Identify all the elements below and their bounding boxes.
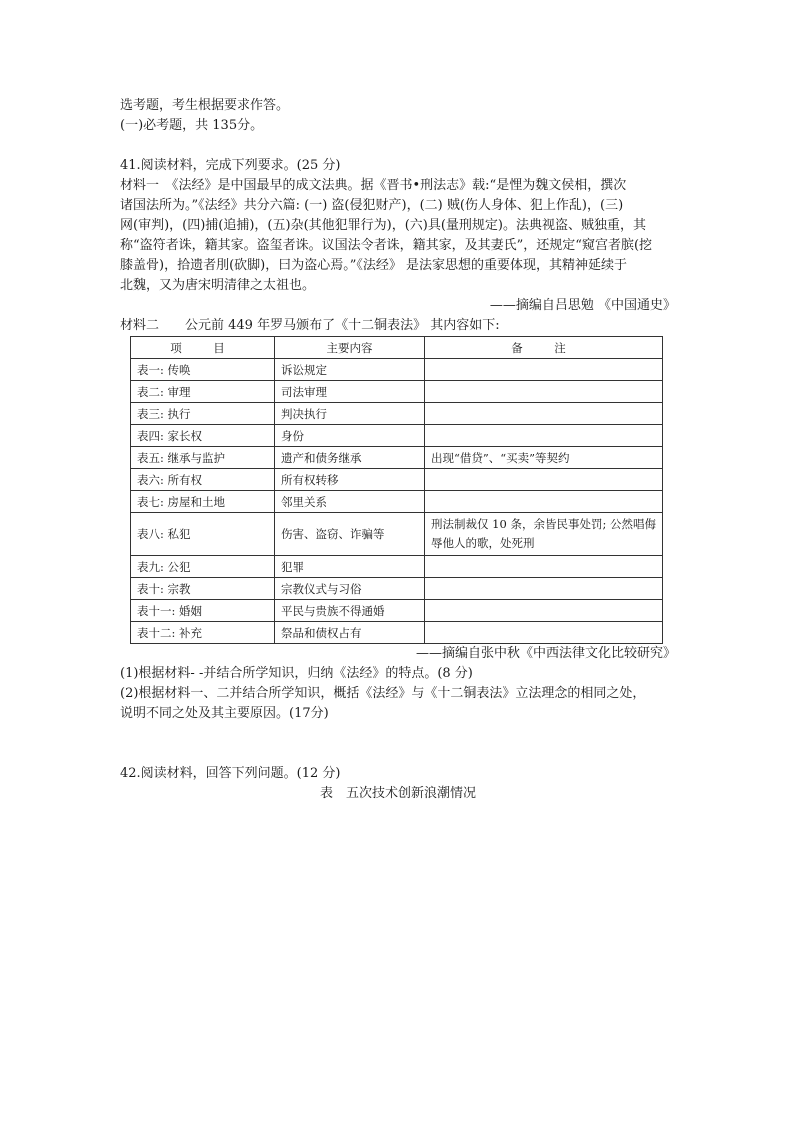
row-note [425,491,663,513]
table-row [131,425,663,447]
material-1-line: 网(审判)，(四)捕(追捕)，(五)杂(其他犯罪行为)，(六)具(量刑规定)。法典视盗、贼独重，其 [120,218,647,233]
row-item: 表十二: 补充 [131,622,275,644]
row-note [425,469,663,491]
table-row [131,381,663,403]
row-note [425,600,663,622]
material-1-line: 北魏，又为唐宋明清律之太祖也。 [120,278,316,293]
row-item: 表九: 公犯 [131,556,275,578]
row-content: 遗产和债务继承 [275,447,425,469]
twelve-tables-table [130,336,663,644]
q41-sub-question-1: (1)根据材料- -并结合所学知识，归纳《法经》的特点。(8 分) [120,666,473,681]
table-header-row [131,337,663,359]
row-content: 宗教仪式与习俗 [275,578,425,600]
row-note: 出现“借贷”、“买卖”等契约 [425,447,663,469]
header-note: 备 注 [425,337,663,359]
header-content: 主要内容 [275,337,425,359]
q42-table-caption: 表 五次技术创新浪潮情况 [319,786,476,801]
q41-sub-question-2-line: (2)根据材料一、二并结合所学知识，概括《法经》与《十二铜表法》立法理念的相同之处， [120,686,646,701]
row-note [425,556,663,578]
table-row [131,556,663,578]
row-content: 司法审理 [275,381,425,403]
row-item: 表四: 家长权 [131,425,275,447]
row-item: 表六: 所有权 [131,469,275,491]
spacer [120,136,676,156]
row-content: 诉讼规定 [275,359,425,381]
row-note [425,622,663,644]
table-row [131,403,663,425]
exam-page [120,96,676,804]
table-row [131,513,663,556]
row-item: 表十: 宗教 [131,578,275,600]
spacer [120,744,676,764]
q41-sub-question-2-line: 说明不同之处及其主要原因。(17分) [120,706,329,721]
source-citation-1: ——摘编自吕思勉 《中国通史》 [489,298,676,313]
material-1-line: 诸国法所为。”《法经》共分六篇: (一) 盗(侵犯财产)，(二) 贼(伤人身体、犯上作乱)，(三) [120,198,624,213]
row-note: 刑法制裁仅 10 条，余皆民事处罚; 公然唱侮辱他人的歌，处死刑 [425,513,663,556]
row-item: 表五: 继承与监护 [131,447,275,469]
row-item: 表一: 传唤 [131,359,275,381]
material-1-line: 称“盗符者诛，籍其家。盗玺者诛。议国法令者诛，籍其家，及其妻氏”，还规定“窥宫者膑(挖 [120,238,653,253]
material-1-line: 膝盖骨)，拾遗者刖(砍脚)，曰为盗心焉。”《法经》 是法家思想的重要体现，其精神延续于 [120,258,627,273]
row-item: 表十一: 婚姻 [131,600,275,622]
row-item: 表三: 执行 [131,403,275,425]
row-content: 平民与贵族不得通婚 [275,600,425,622]
table-row [131,578,663,600]
material-1-line: 材料一 《法经》是中国最早的成文法典。据《晋书•刑法志》载:“是悝为魏文侯相，撰次 [120,178,627,193]
row-content: 所有权转移 [275,469,425,491]
intro-line-1: 选考题，考生根据要求作答。 [120,98,290,113]
row-content: 身份 [275,425,425,447]
material-2-intro: 材料二 公元前 449 年罗马颁布了《十二铜表法》 其内容如下: [120,318,500,333]
row-content: 伤害、盗窃、诈骗等 [275,513,425,556]
q41-title: 41.阅读材料，完成下列要求。(25 分) [120,158,341,173]
row-content: 祭品和债权占有 [275,622,425,644]
row-content: 犯罪 [275,556,425,578]
material-1 [120,176,676,296]
table-row [131,469,663,491]
row-content: 判决执行 [275,403,425,425]
row-note [425,359,663,381]
row-note [425,425,663,447]
table-row [131,491,663,513]
source-citation-2: ——摘编自张中秋《中西法律文化比较研究》 [415,646,676,661]
table-row [131,359,663,381]
intro-line-2: (一)必考题，共 135分。 [120,118,264,133]
row-item: 表二: 审理 [131,381,275,403]
row-item: 表七: 房屋和土地 [131,491,275,513]
row-item: 表八: 私犯 [131,513,275,556]
q42-title: 42.阅读材料，回答下列问题。(12 分) [120,766,341,781]
row-note [425,403,663,425]
row-note [425,578,663,600]
spacer [120,724,676,744]
header-item: 项 目 [131,337,275,359]
table-row [131,447,663,469]
table-row [131,600,663,622]
row-content: 邻里关系 [275,491,425,513]
table-row [131,622,663,644]
row-note [425,381,663,403]
